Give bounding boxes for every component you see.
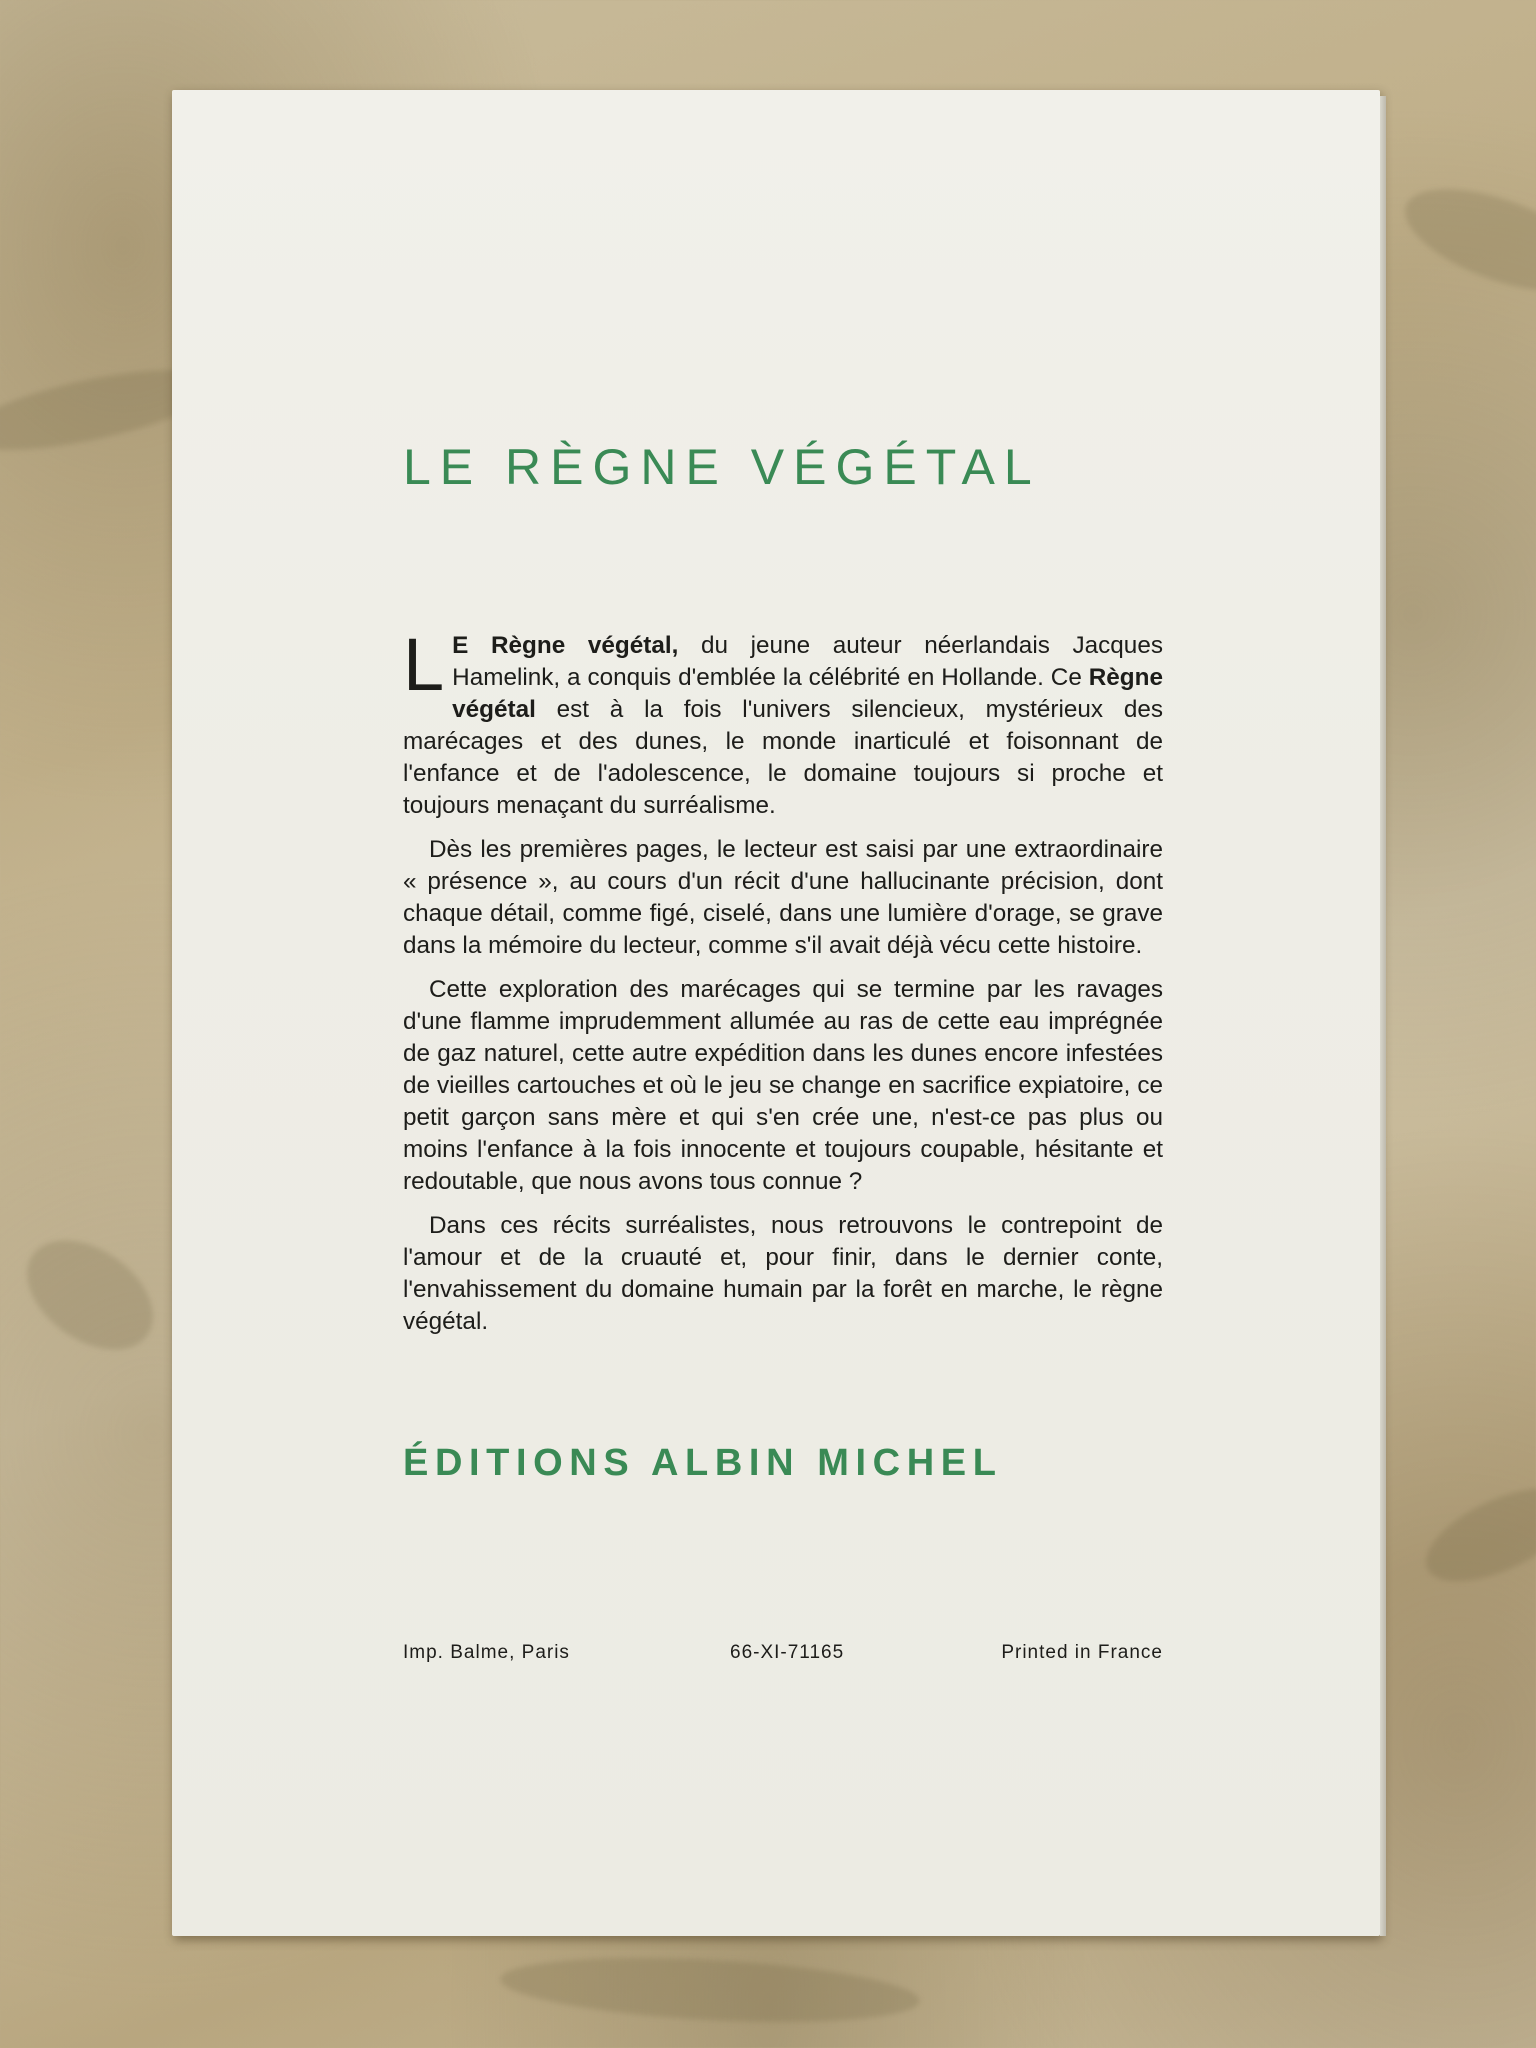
blurb-paragraph-1	[403, 623, 1163, 822]
blurb-text-segment: est à la fois l'univers silencieux, mystérieux des marécages et des dunes, le monde inarticulé et foisonnant de l'enfance et de l'adolescence, le domaine toujours si proche et toujours menaçant du surréalisme.	[403, 696, 1163, 819]
blurb-paragraph-4: Dans ces récits surréalistes, nous retrouvons le contrepoint de l'amour et de la cruauté et, pour finir, dans le dernier conte, l'envahissement du domaine humain par la forêt en marche, le règne végétal.	[403, 1212, 1163, 1335]
printed-in-label: Printed in France	[1001, 1642, 1163, 1663]
blurb-lead-bold: E Règne végétal,	[452, 632, 679, 659]
print-code: 66-XI-71165	[730, 1642, 845, 1663]
marble-texture	[1413, 1469, 1536, 1600]
marble-texture	[1392, 168, 1536, 312]
printer-credit: Imp. Balme, Paris	[403, 1642, 570, 1663]
marble-texture	[7, 1218, 173, 1372]
marble-texture	[499, 1949, 922, 2031]
drop-cap: L	[403, 623, 445, 706]
blurb-paragraph-3: Cette exploration des marécages qui se termine par les ravages d'une flamme imprudemment allumée au ras de cette eau imprégnée de gaz naturel, cette autre expédition dans les dunes encore infestées de vieilles cartouches et où le jeu se change en sacrifice expiatoire, ce petit garçon sans mère et qui s'en crée une, n'est-ce pas plus ou moins l'enfance à la fois innocente et toujours coupable, hésitante et redoutable, que nous avons tous connue ?	[403, 976, 1163, 1195]
blurb-paragraph-2: Dès les premières pages, le lecteur est saisi par une extraordinaire « présence », au cours d'un récit d'une hallucinante précision, dont chaque détail, comme figé, ciselé, dans une lumière d'orage, se grave dans la mémoire du lecteur, comme s'il avait déjà vécu cette histoire.	[403, 836, 1163, 959]
blurb-text	[403, 623, 1163, 1350]
book-back-cover	[172, 90, 1380, 1936]
cover-footer	[403, 1642, 1163, 1672]
book-title: LE RÈGNE VÉGÉTAL	[403, 439, 1041, 495]
book-edge	[1380, 96, 1386, 1936]
blurb-bold-segment: Règne végétal	[452, 664, 1163, 723]
blurb-text-segment: du jeune auteur néerlandais Jacques Hamelink, a conquis d'emblée la célébrité en Hollande. Ce	[452, 632, 1163, 691]
publisher-name: ÉDITIONS ALBIN MICHEL	[403, 1442, 1003, 1484]
